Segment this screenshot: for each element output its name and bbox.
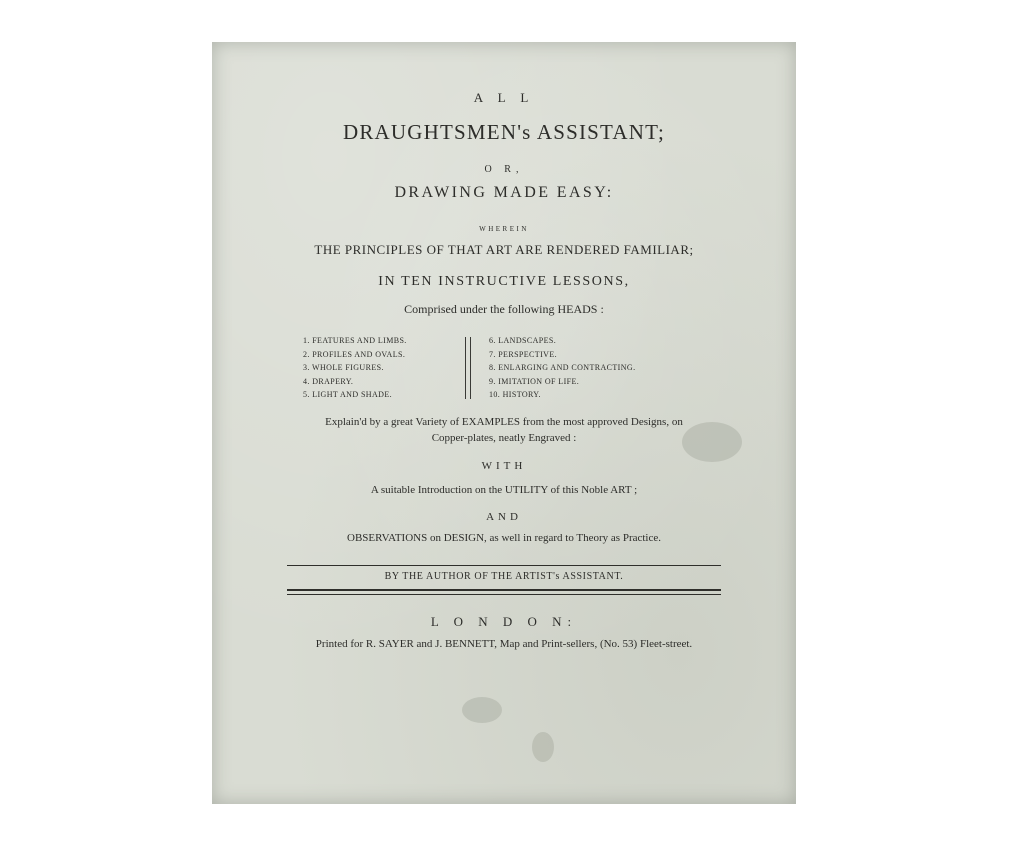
principles-line: THE PRINCIPLES OF THAT ART ARE RENDERED FAMILIAR; <box>314 242 694 257</box>
list-item: 10. HISTORY. <box>489 390 541 399</box>
list-item: 7. PERSPECTIVE. <box>489 349 558 359</box>
column-divider <box>470 337 471 399</box>
title-page <box>212 42 796 804</box>
heads-list-right <box>489 334 635 402</box>
list-item: 6. LANDSCAPES. <box>489 336 557 345</box>
book-title: DRAUGHTSMEN's ASSISTANT; <box>342 120 666 144</box>
book-subtitle: DRAWING MADE EASY: <box>394 184 614 201</box>
explain-line-1: Explain'd by a great Variety of EXAMPLES from the most approved Designs, on <box>325 416 683 428</box>
divider-bottom-thin <box>287 594 721 595</box>
foxing-spot <box>462 697 502 723</box>
list-item: 9. IMITATION OF LIFE. <box>489 376 580 386</box>
divider-top <box>287 565 721 566</box>
with-text: WITH <box>481 460 527 472</box>
title-or: O R, <box>484 164 524 175</box>
introduction-line: A suitable Introduction on the UTILITY of this Noble ART ; <box>370 484 638 496</box>
list-item: 1. FEATURES AND LIMBS. <box>303 336 407 345</box>
author-line: BY THE AUTHOR OF THE ARTIST's ASSISTANT. <box>384 571 624 582</box>
title-line-all: A L L <box>473 90 535 105</box>
observations-line: OBSERVATIONS on DESIGN, as well in regard to Theory as Practice. <box>347 532 661 544</box>
imprint-printer: Printed for R. SAYER and J. BENNETT, Map and Print-sellers, (No. 53) Fleet-street. <box>315 638 693 650</box>
list-item: 2. PROFILES AND OVALS. <box>303 349 406 359</box>
wherein-text: WHEREIN <box>479 225 529 233</box>
imprint-city: L O N D O N: <box>430 614 578 629</box>
foxing-spot <box>532 732 554 762</box>
list-item: 4. DRAPERY. <box>303 376 354 386</box>
lessons-line: IN TEN INSTRUCTIVE LESSONS, <box>378 274 630 289</box>
explain-line-2: Copper-plates, neatly Engraved : <box>431 432 577 444</box>
and-text: AND <box>486 511 522 523</box>
list-item: 8. ENLARGING AND CONTRACTING. <box>489 363 636 372</box>
list-item: 3. WHOLE FIGURES. <box>303 363 384 372</box>
comprised-line: Comprised under the following HEADS : <box>404 302 604 316</box>
heads-list-left <box>303 334 407 402</box>
list-item: 5. LIGHT AND SHADE. <box>303 390 393 399</box>
column-divider <box>465 337 466 399</box>
divider-bottom <box>287 589 721 591</box>
